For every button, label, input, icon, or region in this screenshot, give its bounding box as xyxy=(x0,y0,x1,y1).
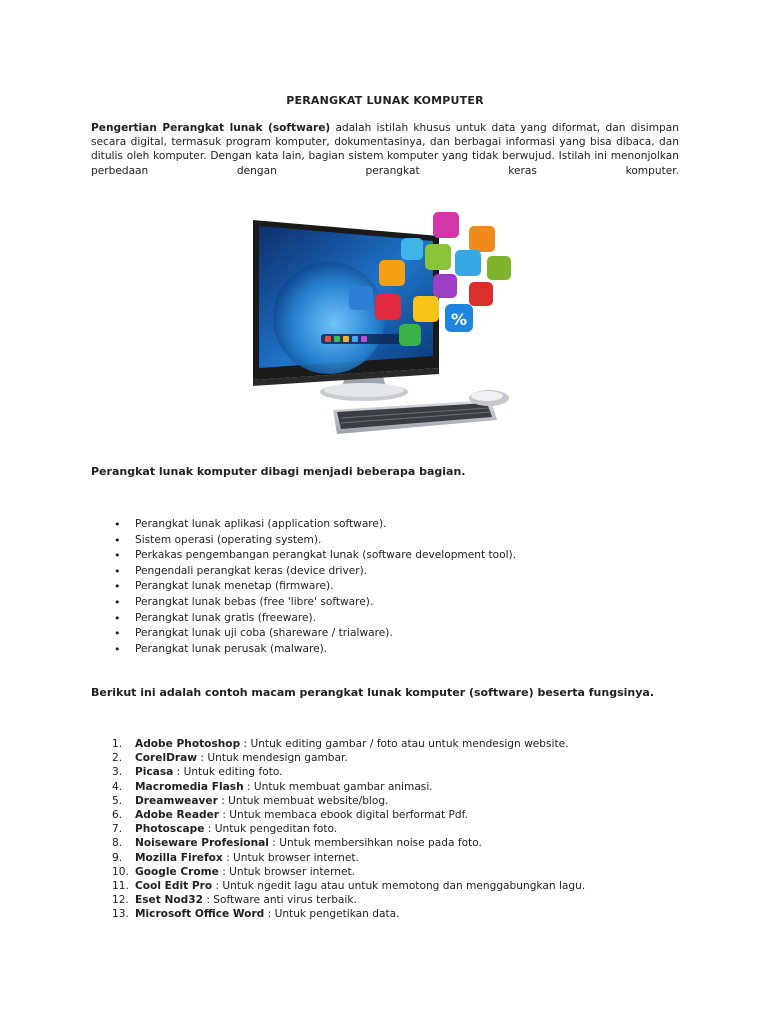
section-heading-examples: Berikut ini adalah contoh macam perangkat lunak komputer (software) beserta fungsinya. xyxy=(91,686,655,699)
list-item xyxy=(91,765,585,779)
list-item: • Perangkat lunak aplikasi (application software). xyxy=(91,517,516,533)
list-item xyxy=(91,851,585,865)
list-item xyxy=(91,836,585,850)
software-name: Picasa xyxy=(135,766,174,779)
software-name: Adobe Photoshop xyxy=(135,738,241,750)
keyboard-icon xyxy=(333,400,497,434)
software-name: Photoscape xyxy=(135,823,205,836)
item-number: 12. xyxy=(112,894,129,907)
list-item xyxy=(91,808,585,822)
list-item: • Perkakas pengembangan perangkat lunak (software development tool). xyxy=(91,548,516,564)
list-item xyxy=(91,907,585,921)
software-name: Mozilla Firefox xyxy=(135,851,223,864)
list-item: • Sistem operasi (operating system). xyxy=(91,533,516,549)
software-name: CorelDraw xyxy=(135,752,198,765)
item-number: 4. xyxy=(112,780,123,793)
software-description: : Untuk pengeditan foto. xyxy=(204,823,338,836)
item-number: 8. xyxy=(112,837,123,850)
intro-line-4: berwujud. Istilah ini menonjolkan perbedaan dengan perangkat keras komputer. xyxy=(91,150,679,177)
software-description: : Software anti virus terbaik. xyxy=(202,894,357,907)
software-description: : Untuk browser internet. xyxy=(218,865,355,878)
computer-illustration xyxy=(229,198,529,438)
software-description: : Untuk membuat gambar animasi. xyxy=(243,780,433,793)
list-item xyxy=(91,794,585,808)
software-description: : Untuk pengetikan data. xyxy=(264,908,400,921)
list-item xyxy=(91,780,585,794)
software-name: Cool Edit Pro xyxy=(135,880,213,893)
software-name: Google Crome xyxy=(135,865,219,878)
intro-paragraph xyxy=(91,121,679,178)
item-number: 2. xyxy=(112,752,123,765)
item-number: 9. xyxy=(112,851,123,864)
software-description: : Untuk mendesign gambar. xyxy=(197,752,348,765)
software-description: : Untuk membersihkan noise pada foto. xyxy=(268,837,482,850)
item-number: 5. xyxy=(112,794,123,807)
section-heading-categories: Perangkat lunak komputer dibagi menjadi beberapa bagian. xyxy=(91,465,466,478)
software-description: : Untuk editing foto. xyxy=(173,766,283,779)
list-item xyxy=(91,822,585,836)
item-number: 3. xyxy=(112,766,123,779)
list-item xyxy=(91,751,585,765)
software-description: : Untuk editing gambar / foto atau untuk mendesign website. xyxy=(240,738,569,750)
software-name: Eset Nod32 xyxy=(135,894,203,907)
page-title: PERANGKAT LUNAK KOMPUTER xyxy=(286,94,484,107)
software-description: : Untuk membuat website/blog. xyxy=(217,794,389,807)
list-item: • Pengendali perangkat keras (device driver). xyxy=(91,564,516,580)
item-number: 13. xyxy=(112,908,129,921)
software-name: Macromedia Flash xyxy=(135,780,244,793)
software-name: Dreamweaver xyxy=(135,794,218,807)
list-item: • Perangkat lunak perusak (malware). xyxy=(91,642,516,658)
item-number: 10. xyxy=(112,865,129,878)
item-number: 6. xyxy=(112,809,123,822)
list-item: • Perangkat lunak uji coba (shareware / trialware). xyxy=(91,626,516,642)
intro-term: Pengertian Perangkat lunak (software) xyxy=(91,122,331,134)
list-item xyxy=(91,879,585,893)
list-item: • Perangkat lunak menetap (firmware). xyxy=(91,579,516,595)
software-description: : Untuk ngedit lagu atau untuk memotong dan menggabungkan lagu. xyxy=(212,880,586,893)
mouse-icon xyxy=(469,390,509,406)
software-name: Microsoft Office Word xyxy=(135,908,265,921)
list-item xyxy=(91,865,585,879)
software-examples-list xyxy=(91,737,585,922)
list-item: • Perangkat lunak bebas (free 'libre' software). xyxy=(91,595,516,611)
software-name: Noiseware Profesional xyxy=(135,837,269,850)
software-categories-list xyxy=(91,517,516,657)
list-item: • Perangkat lunak gratis (freeware). xyxy=(91,611,516,627)
software-description: : Untuk membaca ebook digital berformat Pdf. xyxy=(219,809,468,822)
list-item xyxy=(91,737,585,751)
intro-line-1: adalah istilah khusus untuk data yang diformat, dan xyxy=(330,122,626,134)
intro-line-2: disimpan secara digital, termasuk program komputer, dokumentasinya, dan berbagai informasi yang xyxy=(91,122,679,149)
item-number: 1. xyxy=(112,738,123,750)
intro-line-3: bisa dibaca, dan ditulis oleh komputer. Dengan kata lain, bagian sistem komputer yang tidak xyxy=(91,136,679,163)
software-name: Adobe Reader xyxy=(135,809,219,822)
item-number: 11. xyxy=(112,880,129,893)
software-description: : Untuk browser internet. xyxy=(222,851,359,864)
item-number: 7. xyxy=(112,823,123,836)
svg-text:%: % xyxy=(450,310,468,329)
list-item xyxy=(91,893,585,907)
